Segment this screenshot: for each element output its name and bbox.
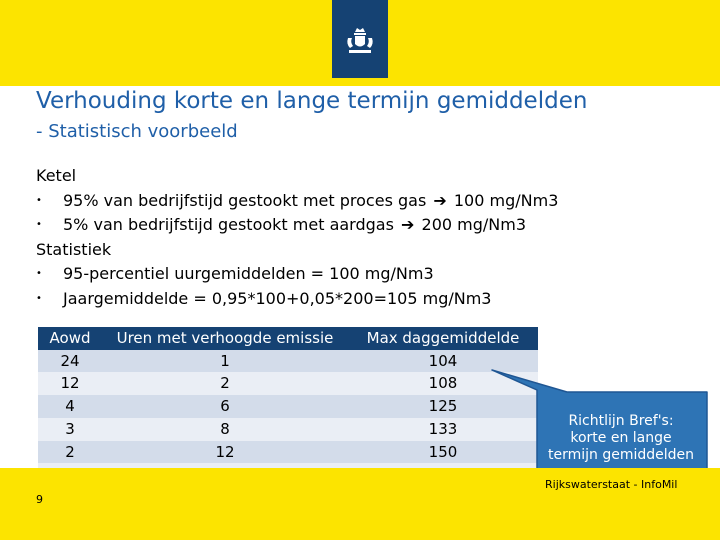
bullet-icon: • bbox=[36, 219, 42, 231]
item-text: 95% van bedrijfstijd gestookt met proces gas bbox=[63, 190, 427, 210]
table-cell: 2 bbox=[102, 372, 348, 395]
header-aowd: Aowd bbox=[38, 327, 102, 350]
footer-brand: Rijkswaterstaat - InfoMil bbox=[545, 478, 678, 491]
table-cell: 125 bbox=[348, 395, 538, 418]
page-subtitle: - Statistisch voorbeeld bbox=[36, 121, 238, 142]
callout-line: termijn gemiddelden bbox=[547, 447, 695, 463]
table-cell: 104 bbox=[348, 350, 538, 373]
table-cell: 3 bbox=[38, 418, 102, 441]
item-text: 5% van bedrijfstijd gestookt met aardgas bbox=[63, 215, 394, 234]
item-value: 200 mg/Nm3 bbox=[421, 215, 527, 234]
bullet-icon: • bbox=[36, 194, 42, 206]
item-text: 95-percentiel uurgemiddelden = 100 mg/Nm3 bbox=[63, 264, 434, 283]
table-cell: 8 bbox=[102, 418, 348, 441]
callout-text bbox=[533, 413, 709, 464]
table-cell: 12 bbox=[102, 441, 348, 464]
item-value: 100 mg/Nm3 bbox=[453, 190, 559, 210]
bullet-icon: • bbox=[36, 292, 42, 304]
arrow-right-icon: ➔ bbox=[433, 190, 447, 210]
table-cell: 150 bbox=[348, 441, 538, 464]
table-cell: 4 bbox=[38, 395, 102, 418]
table-cell: 1 bbox=[102, 350, 348, 373]
callout-line: korte en lange bbox=[570, 430, 672, 446]
page-title: Verhouding korte en lange termijn gemiddelden bbox=[36, 88, 588, 114]
page-number: 9 bbox=[36, 493, 43, 506]
table-cell: 24 bbox=[38, 350, 102, 373]
table-cell: 6 bbox=[102, 395, 348, 418]
table-cell: 133 bbox=[348, 418, 538, 441]
bullet-icon: • bbox=[36, 268, 42, 280]
table-cell: 2 bbox=[38, 441, 102, 464]
arrow-right-icon: ➔ bbox=[401, 215, 415, 234]
callout-line: Richtlijn Bref's: bbox=[568, 413, 674, 429]
header-max: Max daggemiddelde bbox=[348, 327, 538, 350]
header-uren: Uren met verhoogde emissie bbox=[102, 327, 348, 350]
item-text: Jaargemiddelde = 0,95*100+0,05*200=105 mg/Nm3 bbox=[63, 288, 492, 308]
statistiek-heading: Statistiek bbox=[36, 239, 112, 259]
table-cell: 108 bbox=[348, 372, 538, 395]
ketel-heading: Ketel bbox=[36, 166, 77, 185]
table-cell: 12 bbox=[38, 372, 102, 395]
